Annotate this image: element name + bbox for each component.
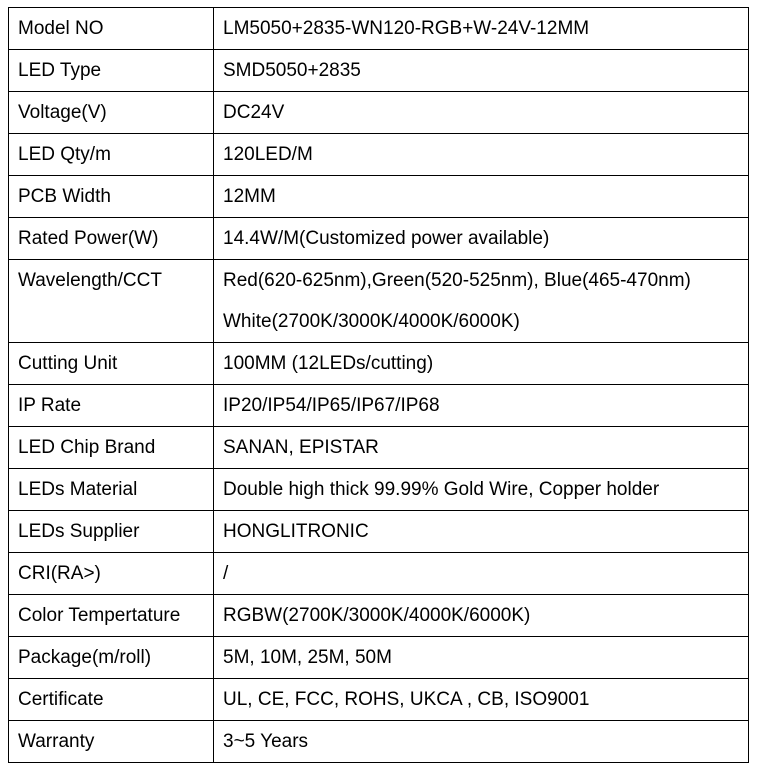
table-row <box>9 176 749 218</box>
row-label: Model NO <box>9 8 214 50</box>
row-label: LED Type <box>9 50 214 92</box>
row-label: Package(m/roll) <box>9 637 214 679</box>
row-label: IP Rate <box>9 385 214 427</box>
row-label: Warranty <box>9 721 214 763</box>
table-row <box>9 134 749 176</box>
row-label: Cutting Unit <box>9 343 214 385</box>
table-row <box>9 218 749 260</box>
row-value-line: LM5050+2835-WN120-RGB+W-24V-12MM <box>223 18 590 39</box>
row-value <box>214 8 749 50</box>
spec-table <box>8 7 749 763</box>
row-label: LED Qty/m <box>9 134 214 176</box>
row-value-line: 120LED/M <box>223 144 313 165</box>
table-row <box>9 511 749 553</box>
table-row <box>9 679 749 721</box>
table-row <box>9 385 749 427</box>
row-value <box>214 469 749 511</box>
row-value-line: 100MM (12LEDs/cutting) <box>223 353 434 374</box>
row-label: PCB Width <box>9 176 214 218</box>
row-value-line: SANAN, EPISTAR <box>223 437 379 458</box>
row-value <box>214 176 749 218</box>
row-value <box>214 343 749 385</box>
row-label: LED Chip Brand <box>9 427 214 469</box>
row-label: CRI(RA>) <box>9 553 214 595</box>
table-row <box>9 260 749 343</box>
row-value-line: White(2700K/3000K/4000K/6000K) <box>223 311 520 332</box>
row-value <box>214 50 749 92</box>
table-row <box>9 721 749 763</box>
table-row <box>9 50 749 92</box>
row-value-line: RGBW(2700K/3000K/4000K/6000K) <box>223 605 531 626</box>
row-value <box>214 511 749 553</box>
row-value-line: UL, CE, FCC, ROHS, UKCA , CB, ISO9001 <box>223 689 590 710</box>
row-value <box>214 553 749 595</box>
table-row <box>9 595 749 637</box>
row-value-line: Red(620-625nm),Green(520-525nm), Blue(465-470nm) <box>223 270 691 291</box>
row-label: LEDs Material <box>9 469 214 511</box>
row-value-line: / <box>223 563 229 584</box>
row-value <box>214 134 749 176</box>
row-value-line: 14.4W/M(Customized power available) <box>223 228 550 249</box>
table-row <box>9 553 749 595</box>
row-label: Rated Power(W) <box>9 218 214 260</box>
row-value <box>214 637 749 679</box>
table-row <box>9 469 749 511</box>
row-value <box>214 721 749 763</box>
row-value-line: 12MM <box>223 186 276 207</box>
table-row <box>9 427 749 469</box>
row-value-line: Double high thick 99.99% Gold Wire, Copper holder <box>223 479 660 500</box>
table-row <box>9 343 749 385</box>
row-value-line: 5M, 10M, 25M, 50M <box>223 647 392 668</box>
row-label: Certificate <box>9 679 214 721</box>
row-value <box>214 92 749 134</box>
row-value <box>214 427 749 469</box>
row-value-line: IP20/IP54/IP65/IP67/IP68 <box>223 395 440 416</box>
table-row <box>9 92 749 134</box>
row-value-line: DC24V <box>223 102 285 123</box>
row-value <box>214 260 749 343</box>
row-value <box>214 218 749 260</box>
row-label: Color Tempertature <box>9 595 214 637</box>
row-value-line: 3~5 Years <box>223 731 309 752</box>
table-row <box>9 637 749 679</box>
row-label: Wavelength/CCT <box>9 260 214 343</box>
row-value <box>214 679 749 721</box>
row-label: LEDs Supplier <box>9 511 214 553</box>
row-value-line: HONGLITRONIC <box>223 521 369 542</box>
table-row <box>9 8 749 50</box>
row-label: Voltage(V) <box>9 92 214 134</box>
row-value-line: SMD5050+2835 <box>223 60 361 81</box>
row-value <box>214 385 749 427</box>
row-value <box>214 595 749 637</box>
